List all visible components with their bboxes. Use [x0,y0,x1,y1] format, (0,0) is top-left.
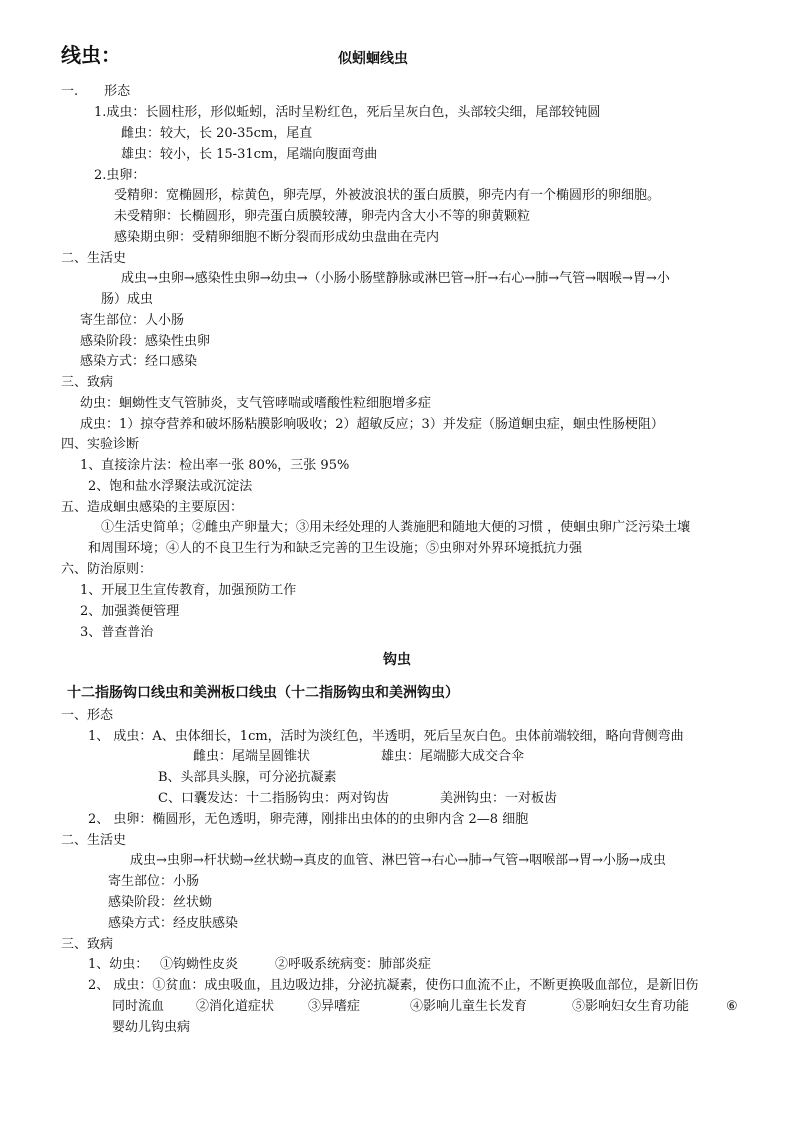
text-line: 感染阶段：感染性虫卵 [80,334,211,349]
text-line: 2、饱和盐水浮聚法或沉淀法 [88,479,253,494]
text-line: 2、 成虫：①贫血：成虫吸血，且边吸边排，分泌抗凝素，使伤口血流不止，不断更换吸血部位，是新旧伤 [88,978,699,993]
text-line: 1、 成虫：A、虫体细长，1cm，活时为淡红色，半透明，死后呈灰白色。虫体前端较细，略向背侧弯曲 [88,729,684,744]
text-line: 同时流血 [112,999,165,1014]
text-line: 美洲钩虫：一对板齿 [440,791,558,806]
text-line: 雄虫：较小，长 15-31cm，尾端向腹面弯曲 [121,147,378,162]
text-line: 雄虫：尾端膨大成交合伞 [381,749,525,764]
text-line: 感染期虫卵：受精卵细胞不断分裂而形成幼虫盘曲在壳内 [114,230,440,245]
section-heading: 二、生活史 [61,251,127,266]
text-line: ⑥ [726,999,738,1014]
text-line: 感染方式：经口感染 [80,354,198,369]
section-heading: 一. 形态 [61,84,131,99]
section-heading: 三、致病 [61,937,114,952]
text-line: ④影响儿童生长发育 [410,999,528,1014]
text-line: 感染阶段：丝状蚴 [108,895,213,910]
text-line: 1.成虫：长圆柱形，形似蚯蚓，活时呈粉红色，死后呈灰白色，头部较尖细，尾部较钝圆 [94,105,601,120]
section-heading: 一、形态 [61,708,114,723]
text-line: 2.虫卵： [94,168,146,183]
text-line: 1、开展卫生宣传教育，加强预防工作 [80,583,297,598]
text-line: 雌虫：尾端呈圆锥状 [193,749,311,764]
section-heading: 六、防治原则： [61,562,153,577]
text-line: 1、直接涂片法：检出率一张 80%，三张 95% [80,458,350,473]
text-line: 寄生部位：人小肠 [80,313,185,328]
text-line: ①钩蚴性皮炎 [160,957,239,972]
text-line: 2、加强粪便管理 [80,604,180,619]
text-line: 肠）成虫 [101,292,154,307]
text-line: 寄生部位：小肠 [108,874,200,889]
section-heading: 三、致病 [61,375,114,390]
text-line: ①生活史简单；②雌虫产卵量大；③用未经处理的人粪施肥和随地大便的习惯 ，使蛔虫卵广泛污染土壤 [101,520,691,535]
hookworm-subtitle: 十二指肠钩口线虫和美洲板口线虫（十二指肠钩虫和美洲钩虫） [67,685,459,701]
section-heading: 四、实验诊断 [61,437,140,452]
text-line: 幼虫：蛔蚴性支气管肺炎，支气管哮喘或嗜酸性粒细胞增多症 [80,396,432,411]
text-line: 成虫：1）掠夺营养和破坏肠粘膜影响吸收；2）超敏反应；3）并发症（肠道蛔虫症，蛔虫性肠梗阻） [80,417,664,432]
ascaris-title: 似蚓蛔线虫 [338,51,408,67]
text-line: 感染方式：经皮肤感染 [108,916,239,931]
text-line: C、口囊发达：十二指肠钩虫：两对钩齿 [158,791,389,806]
section-heading: 二、生活史 [61,833,127,848]
text-line: ②消化道症状 [196,999,275,1014]
text-line: 雌虫：较大，长 20-35cm，尾直 [121,126,313,141]
text-line: ③异嗜症 [308,999,361,1014]
text-line: 未受精卵：长椭圆形，卵壳蛋白质膜较薄，卵壳内含大小不等的卵黄颗粒 [114,209,531,224]
text-line: 婴幼儿钩虫病 [112,1020,191,1035]
main-heading: 线虫： [61,43,121,67]
text-line: 3、普查普治 [80,625,154,640]
text-line: B、头部具头腺，可分泌抗凝素 [158,770,337,785]
text-line: 2、 虫卵：椭圆形，无色透明，卵壳薄，刚排出虫体的的虫卵内含 2—8 细胞 [88,812,529,827]
text-line: 成虫→虫卵→杆状蚴→丝状蚴→真皮的血管、淋巴管→右心→肺→气管→咽喉部→胃→小肠→成虫 [130,853,666,868]
text-line: 成虫→虫卵→感染性虫卵→幼虫→（小肠小肠壁静脉或淋巴管→肝→右心→肺→气管→咽喉→胃→小 [121,271,670,286]
text-line: ②呼吸系统病变：肺部炎症 [275,957,432,972]
text-line: 和周围环境；④人的不良卫生行为和缺乏完善的卫生设施；⑤虫卵对外界环境抵抗力强 [88,541,583,556]
hookworm-title: 钩虫 [383,652,411,668]
section-heading: 五、造成蛔虫感染的主要原因： [61,500,244,515]
text-line: ⑤影响妇女生育功能 [572,999,690,1014]
text-line: 受精卵：宽椭圆形，棕黄色，卵壳厚，外被波浪状的蛋白质膜，卵壳内有一个椭圆形的卵细胞。 [114,188,661,203]
text-line: 1、幼虫： [88,957,149,972]
